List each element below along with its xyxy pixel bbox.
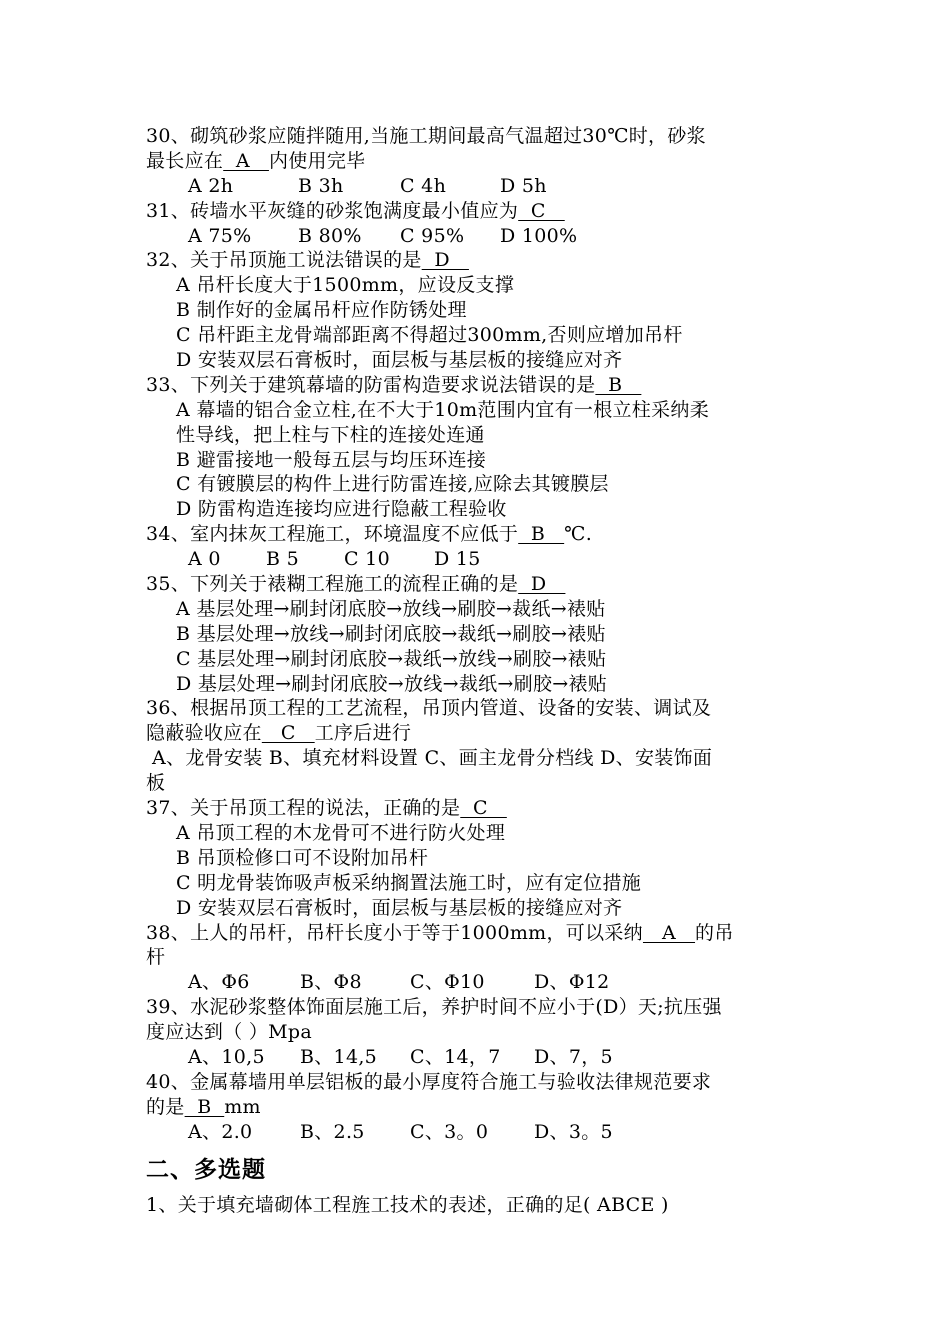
q35-answer: D	[518, 573, 566, 596]
q30-option-b: B 3h	[298, 174, 344, 197]
q33-option-d: D 防雷构造连接均应进行隐蔽工程验收	[176, 498, 507, 521]
q37-stem	[146, 796, 816, 821]
q32-pre: 32、关于吊顶施工说法错误的是	[146, 249, 422, 272]
q40-line1: 40、金属幕墙用单层铝板的最小厚度符合施工与验收法律规范要求	[146, 1070, 712, 1093]
q36-post: 工序后进行	[314, 722, 412, 745]
q30-post: 内使用完毕	[268, 149, 366, 172]
q34-option-d: D 15	[434, 548, 481, 571]
q31-options	[146, 224, 816, 249]
s2-q1: 1、关于填充墙砌体工程旌工技术的表述，正确的足( ABCE )	[146, 1193, 669, 1216]
q33-stem	[146, 373, 816, 398]
q39-options	[146, 1045, 816, 1070]
question-list	[146, 124, 816, 1217]
q33-option-c: C 有镀膜层的构件上进行防雷连接,应除去其镀膜层	[176, 473, 609, 496]
q34-options	[146, 547, 816, 572]
q34-post: ℃.	[564, 523, 593, 546]
q39-option-c: C、14，7	[410, 1045, 501, 1068]
q38-post: 的吊	[695, 921, 734, 944]
q32-option-b: B 制作好的金属吊杆应作防锈处理	[176, 299, 467, 322]
q34-pre: 34、室内抹灰工程施工，环境温度不应低于	[146, 523, 519, 546]
q38-option-a: A、Φ6	[188, 971, 250, 994]
q30-options	[146, 174, 816, 199]
q34-option-a: A 0	[188, 548, 221, 571]
q30-option-d: D 5h	[500, 174, 547, 197]
q37-option-b: B 吊顶检修口可不设附加吊杆	[176, 846, 429, 869]
q40-option-a: A、2.0	[188, 1120, 253, 1143]
q30-pre: 最长应在	[146, 149, 224, 172]
q33-option-a-line2: 性导线，把上柱与下柱的连接处连通	[176, 423, 485, 446]
q31-option-b: B 80%	[298, 224, 362, 247]
q34-option-b: B 5	[266, 548, 299, 571]
q30-option-a: A 2h	[188, 174, 234, 197]
q40-pre: 的是	[146, 1095, 185, 1118]
q38-option-c: C、Φ10	[410, 971, 485, 994]
q38-stem	[146, 921, 816, 946]
q39-option-b: B、14,5	[300, 1045, 378, 1068]
q32-answer: D	[421, 249, 469, 272]
q40-line2	[146, 1095, 816, 1120]
q38-option-d: D、Φ12	[534, 971, 610, 994]
q30-line1: 30、砌筑砂浆应随拌随用,当施工期间最高气温超过30℃时，砂浆	[146, 125, 706, 147]
q30-answer: A	[223, 149, 269, 172]
q36-answer: C	[261, 722, 315, 745]
q36-options-line2: 板	[146, 772, 166, 795]
q40-option-d: D、3。5	[534, 1120, 613, 1143]
q39-line1: 39、水泥砂浆整体饰面层施工后，养护时间不应小于(D）天;抗压强	[146, 996, 722, 1019]
q35-stem	[146, 572, 816, 597]
q37-pre: 37、关于吊顶工程的说法，正确的是	[146, 797, 461, 820]
section-heading: 二、多选题	[146, 1156, 266, 1183]
q40-answer: B	[184, 1095, 225, 1118]
q36-line2	[146, 721, 816, 746]
q33-option-b: B 避雷接地一般每五层与均压环连接	[176, 448, 487, 471]
q38-options	[146, 970, 816, 995]
q31-option-c: C 95%	[400, 224, 465, 247]
q39-option-a: A、10,5	[188, 1045, 265, 1068]
q39-option-d: D、7，5	[534, 1045, 613, 1068]
q33-answer: B	[595, 373, 642, 396]
q34-option-c: C 10	[344, 548, 390, 571]
q32-option-a: A 吊杆长度大于1500mm，应设反支撑	[176, 274, 515, 297]
q37-option-a: A 吊顶工程的木龙骨可不进行防火处理	[176, 821, 506, 844]
q35-pre: 35、下列关于裱糊工程施工的流程正确的是	[146, 573, 519, 596]
q40-post: mm	[224, 1095, 261, 1118]
q34-stem	[146, 522, 816, 547]
q33-pre: 33、下列关于建筑幕墙的防雷构造要求说法错误的是	[146, 373, 596, 396]
q31-option-a: A 75%	[188, 224, 252, 247]
q39-line2: 度应达到（ ）Mpa	[146, 1021, 312, 1044]
q40-option-c: C、3。0	[410, 1120, 489, 1143]
q38-option-b: B、Φ8	[300, 971, 362, 994]
q40-option-b: B、2.5	[300, 1120, 365, 1143]
q34-answer: B	[518, 523, 565, 546]
q36-line1: 36、根据吊顶工程的工艺流程，吊顶内管道、设备的安装、调试及	[146, 697, 712, 720]
q37-answer: C	[460, 797, 507, 820]
q31-pre: 31、砖墙水平灰缝的砂浆饱满度最小值应为	[146, 199, 519, 222]
q30-line2	[146, 149, 816, 174]
q37-option-c: C 明龙骨装饰吸声板采纳搁置法施工时，应有定位措施	[176, 871, 642, 894]
q38-line2: 杆	[146, 946, 166, 969]
q32-option-c: C 吊杆距主龙骨端部距离不得超过300mm,否则应增加吊杆	[176, 324, 683, 347]
q31-option-d: D 100%	[500, 224, 578, 247]
q33-option-a-line1: A 幕墙的铝合金立柱,在不大于10m范围内宜有一根立柱采纳柔	[176, 398, 709, 421]
q32-option-d: D 安装双层石膏板时，面层板与基层板的接缝应对齐	[176, 349, 623, 372]
q35-option-d: D 基层处理→刷封闭底胶→放线→裁纸→刷胶→裱贴	[176, 672, 608, 695]
q35-option-b: B 基层处理→放线→刷封闭底胶→裁纸→刷胶→裱贴	[176, 622, 606, 645]
q31-stem	[146, 199, 816, 224]
q37-option-d: D 安装双层石膏板时，面层板与基层板的接缝应对齐	[176, 896, 623, 919]
q38-answer: A	[642, 921, 696, 944]
q38-pre: 38、上人的吊杆，吊杆长度小于等于1000mm，可以采纳	[146, 921, 643, 944]
q40-options	[146, 1120, 816, 1145]
q35-option-a: A 基层处理→刷封闭底胶→放线→刷胶→裁纸→裱贴	[176, 597, 606, 620]
q36-options-line1: A、龙骨安装 B、填充材料设置 C、画主龙骨分档线 D、安装饰面	[152, 747, 713, 770]
q30-option-c: C 4h	[400, 174, 447, 197]
q35-option-c: C 基层处理→刷封闭底胶→裁纸→放线→刷胶→裱贴	[176, 647, 607, 670]
q31-answer: C	[518, 199, 565, 222]
q32-stem	[146, 248, 816, 273]
q36-pre: 隐蔽验收应在	[146, 722, 262, 745]
